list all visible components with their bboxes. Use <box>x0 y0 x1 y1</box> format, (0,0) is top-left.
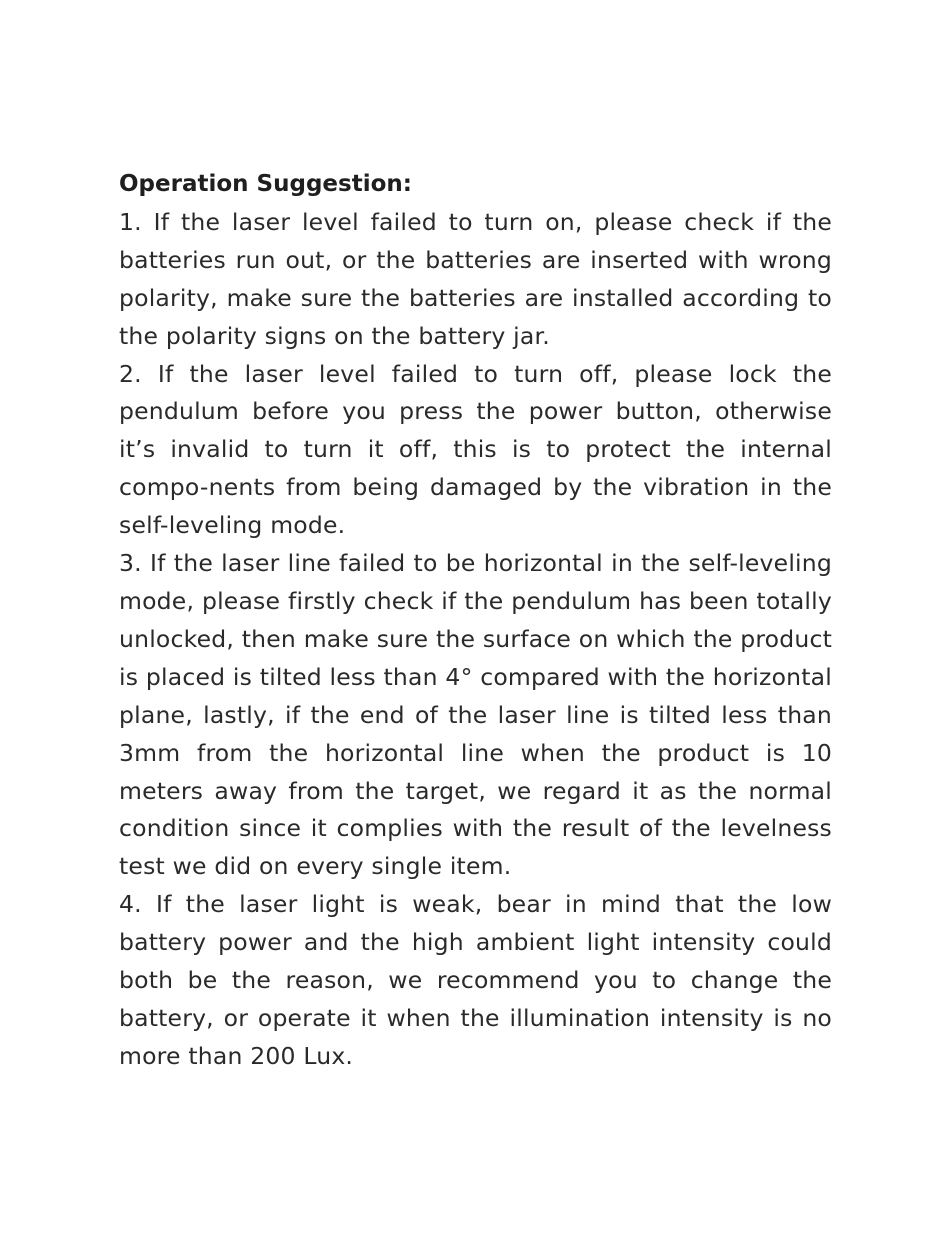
suggestion-item-4: 4. If the laser light is weak, bear in mind that the low battery power and the high ambient light intensity could both be the reason, we recommend you to change the battery, or operate it when the illumination intensity is no more than 200 Lux. <box>119 890 832 1070</box>
suggestion-item-3: 3. If the laser line failed to be horizontal in the self-leveling mode, please firstly check if the pendulum has been totally unlocked, then make sure the surface on which the product is placed is tilted less than 4° compared with the horizontal plane, lastly, if the end of the laser line is tilted less than 3mm from the horizontal line when the product is 10 meters away from the target, we regard it as the normal condition since it complies with the result of the levelness test we did on every single item. <box>119 549 832 881</box>
suggestion-item-1: 1. If the laser level failed to turn on, please check if the batteries run out, or the batteries are inserted with wrong polarity, make sure the batteries are installed according to the polarity signs on the battery jar. <box>119 207 832 350</box>
suggestion-item-2: 2. If the laser level failed to turn off, please lock the pendulum before you press the power button, otherwise it’s invalid to turn it off, this is to protect the internal compo-nents from being damaged by the vibration in the self-leveling mode. <box>119 359 832 540</box>
operation-suggestion-section <box>119 166 832 1076</box>
section-heading: Operation Suggestion: <box>119 171 412 197</box>
